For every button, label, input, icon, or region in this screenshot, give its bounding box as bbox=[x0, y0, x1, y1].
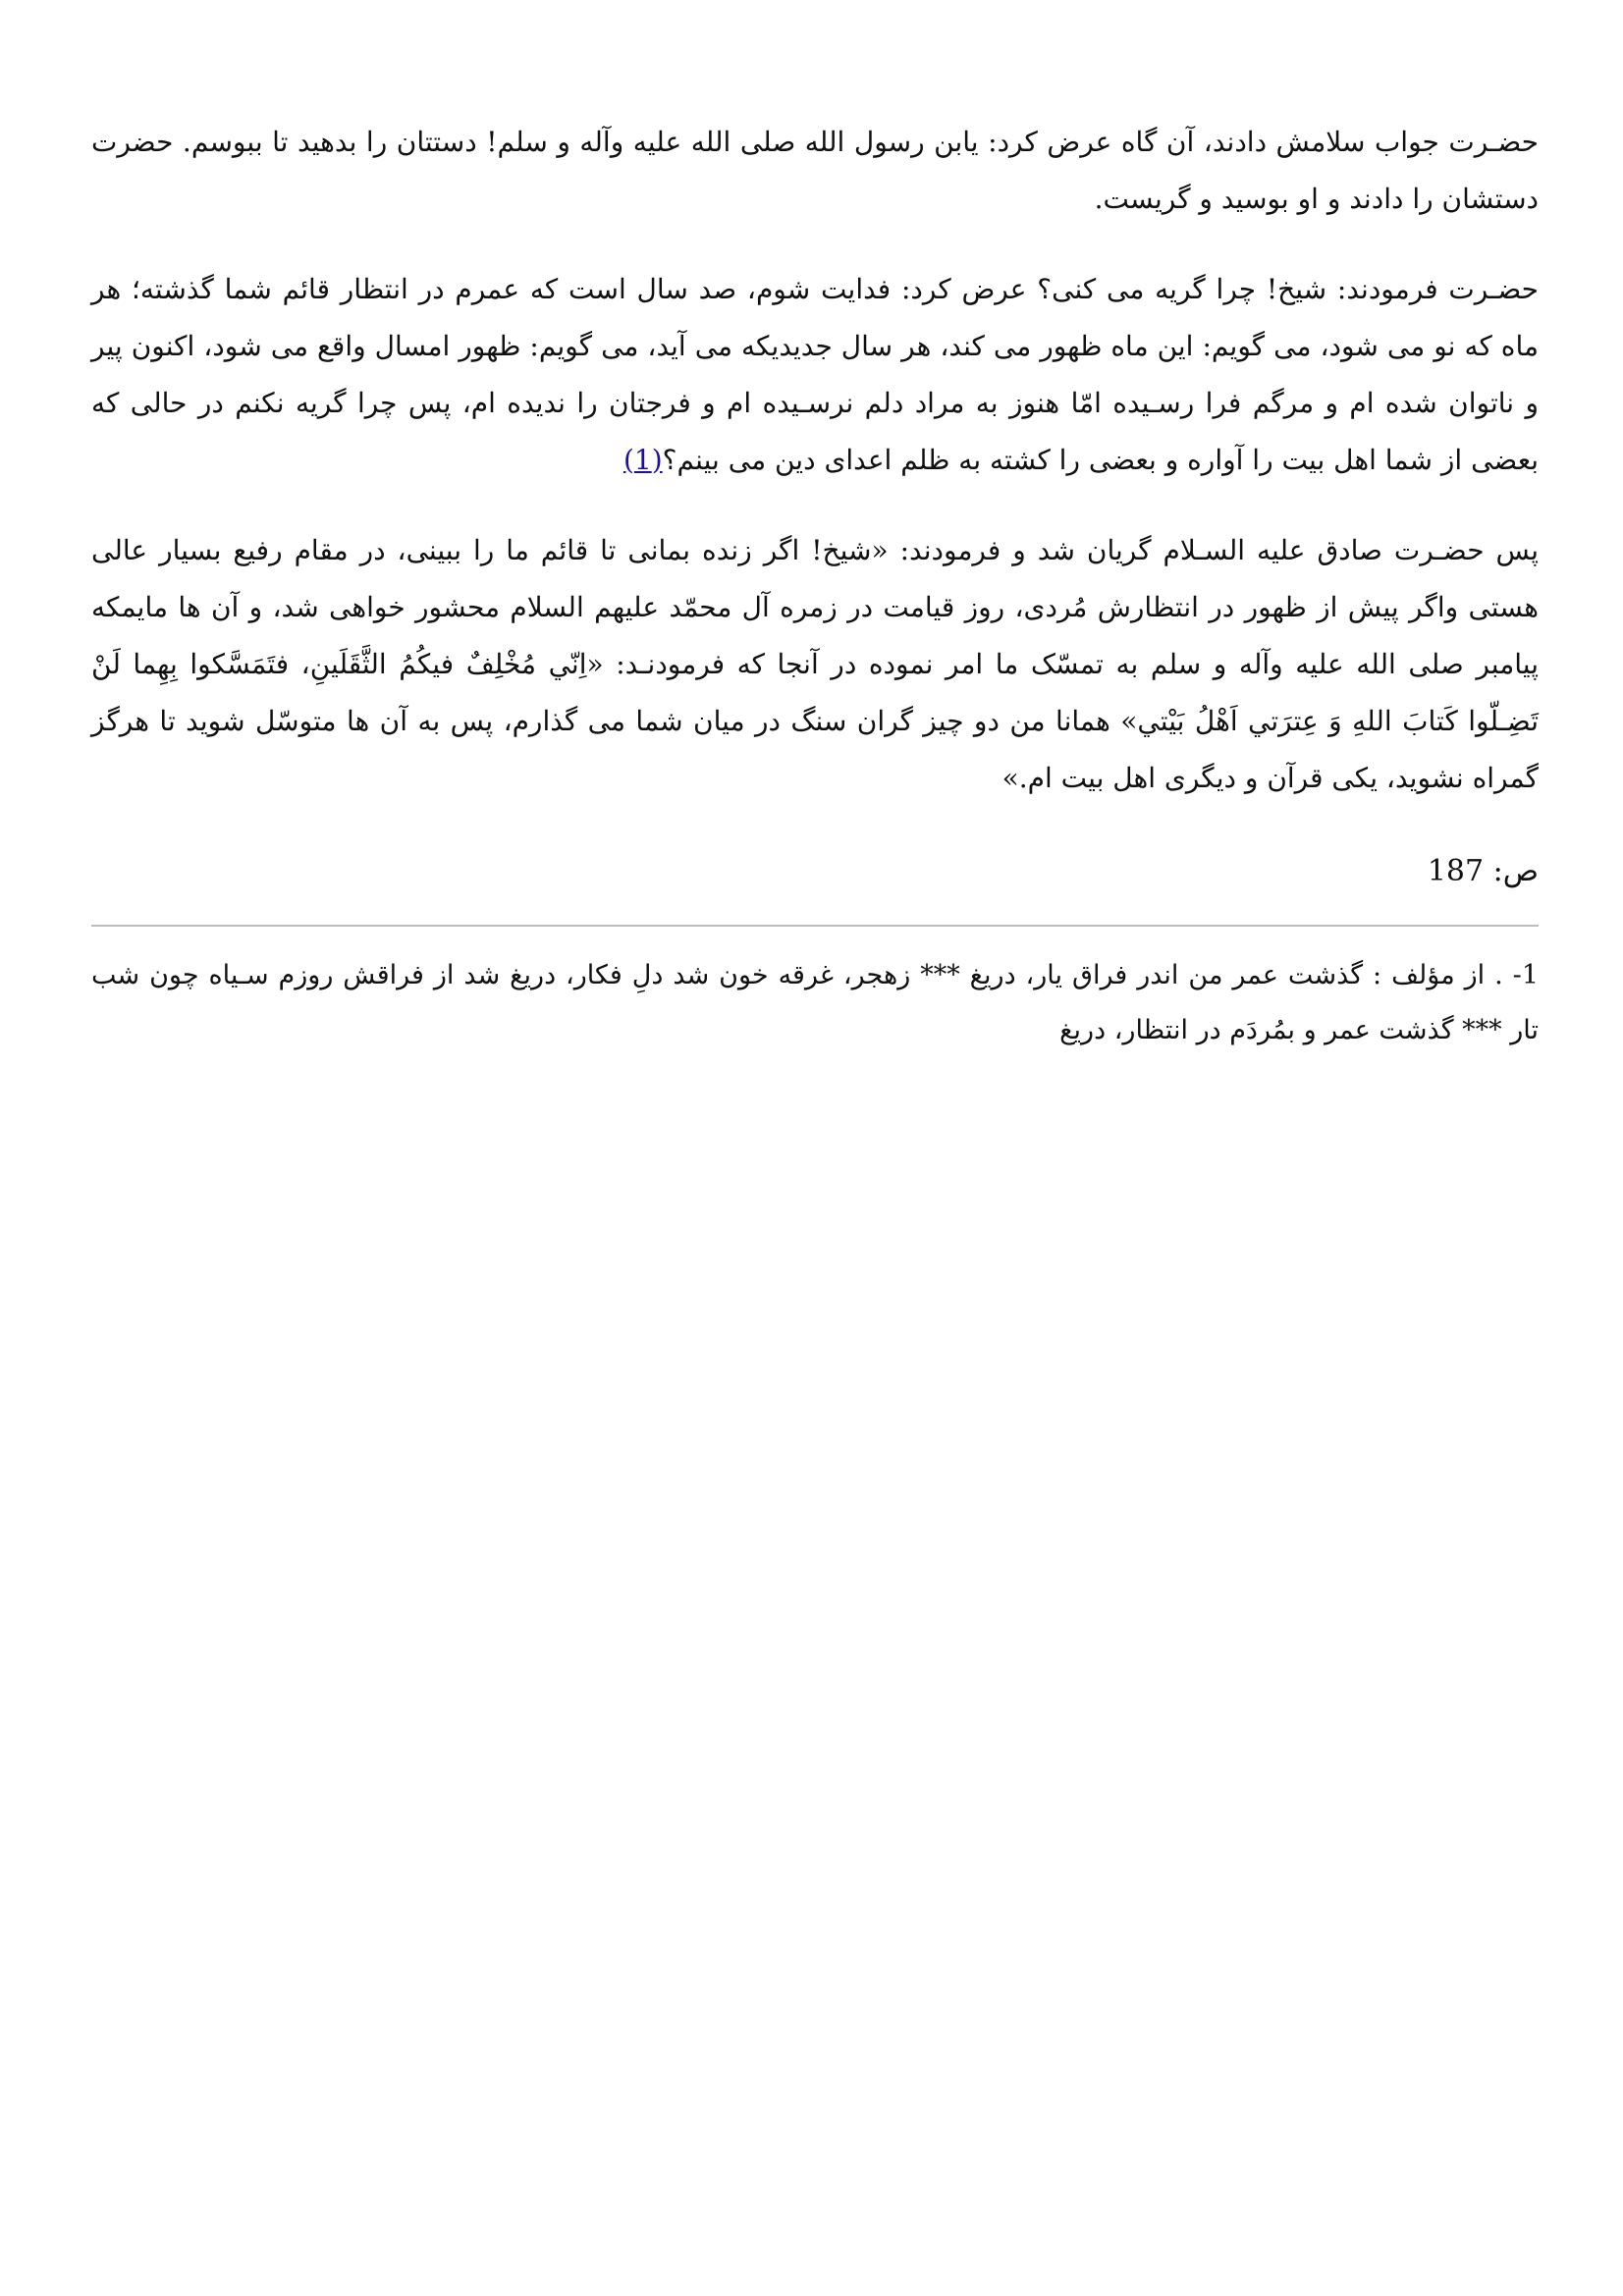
footnote-link[interactable]: (1) bbox=[622, 444, 663, 476]
paragraph-imam-answer bbox=[91, 522, 1539, 807]
paragraph-greeting bbox=[91, 114, 1539, 228]
footnote-text: 1- . از مؤلف : گذشت عمر من اندر فراق یار، دریغ *** زهجر، غرقه خون شد دلِ فکار، دریغ شد از فراقش روزم سـیاه چون شب تار *** گذشت عمر و بمُردَم در انتظار، دریغ bbox=[91, 960, 1539, 1045]
paragraph-greeting-text: حضـرت جواب سلامش دادند، آن گاه عرض کرد: یابن رسول الله صلی الله علیه وآله و سلم! دستتان را بدهید تا ببوسم. حضرت دستشان را دادند و او بوسید و گریست. bbox=[91, 126, 1539, 215]
footnote-divider bbox=[91, 925, 1539, 927]
paragraph-old-man-weeping bbox=[91, 261, 1539, 489]
paragraph-imam-answer-text: پس حضـرت صادق علیه السـلام گریان شد و فرمودند: «شیخ! اگر زنده بمانی تا قائم ما را ببینی، در مقام رفیع بسیار عالی هستی واگر پیش از ظهور در انتظارش مُردی، روز قیامت در زمره آل محمّد علیهم السلام محشور خواهی شد، و آن ها مایمکه پیامبر صلی الله علیه وآله و سلم به تمسّک ما امر نموده در آنجا که فرمودنـد: «اِنّي مُخْلِفٌ فيكُمُ الثَّقَلَينِ، فتَمَسَّكوا بِهِما لَنْ تَضِـلّوا كَتابَ اللهِ وَ عِترَتي اَهْلُ بَيْتي» همانا من دو چیز گران سنگ در میان شما می گذارم، پس به آن ها متوسّل شوید تا هرگز گمراه نشوید، یکی قرآن و دیگری اهل بیت ام.» bbox=[91, 534, 1539, 794]
page-number: ص: 187 bbox=[1427, 854, 1539, 888]
document-page bbox=[91, 114, 1539, 1058]
paragraph-old-man-weeping-text: حضـرت فرمودند: شیخ! چرا گریه می کنی؟ عرض کرد: فدایت شوم، صد سال است که عمرم در انتظار قائم شما گذشته؛ هر ماه که نو می شود، می گویم: این ماه ظهور می کند، هر سال جدیدیکه می آید، می گویم: ظهور امسال واقع می شود، اکنون پیر و ناتوان شده ام و مرگم فرا رسـیده امّا هنوز به مراد دلم نرسـیده ام و فرجتان را ندیده ام، پس چرا گریه نکنم در حالی که بعضی از شما اهل بیت را آواره و بعضی را کشته به ظلم اعدای دین می بینم؟ bbox=[91, 273, 1539, 476]
